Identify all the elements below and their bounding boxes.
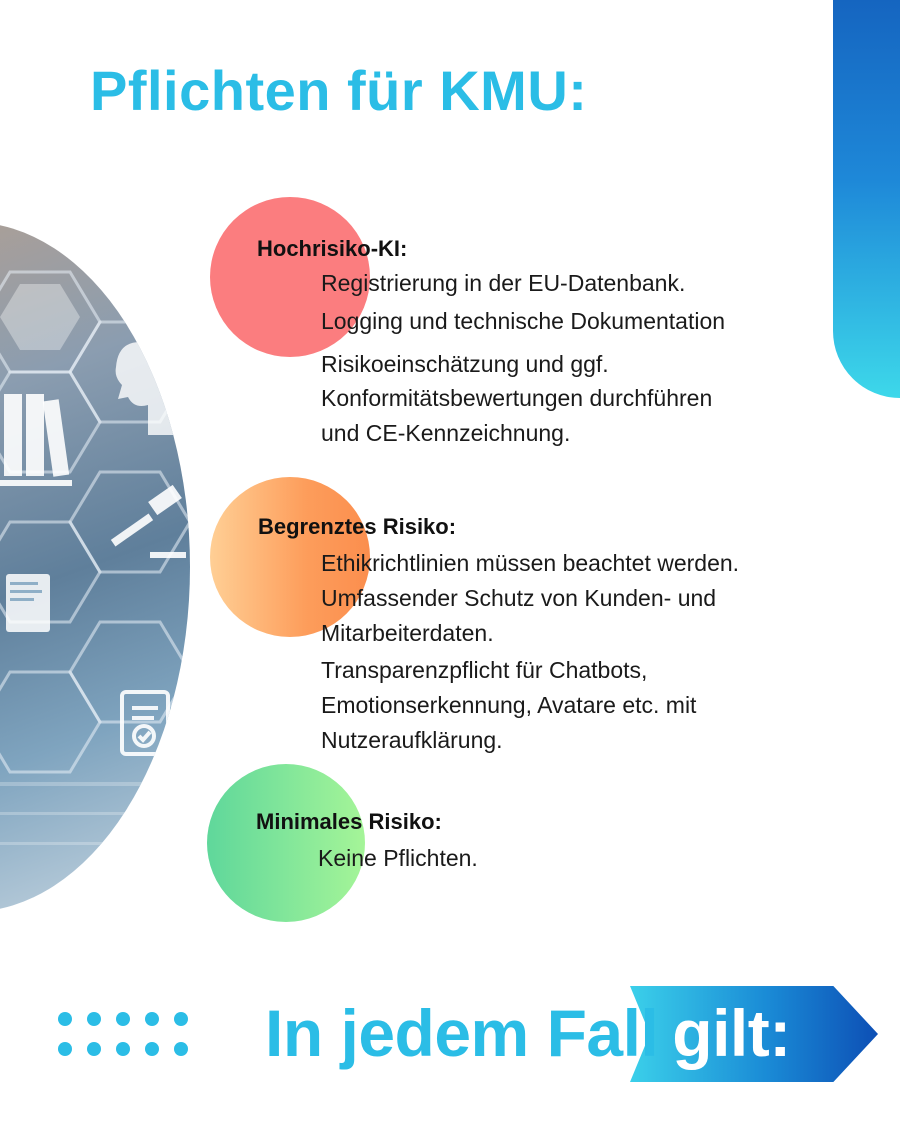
high-risk-line: Registrierung in der EU-Datenbank. xyxy=(321,270,686,296)
limited-risk-line: Ethikrichtlinien müssen beachtet werden. xyxy=(321,550,740,576)
limited-risk-line: Nutzeraufklärung. xyxy=(321,727,503,753)
minimal-risk-heading: Minimales Risiko: xyxy=(256,809,442,834)
high-risk-line: und CE-Kennzeichnung. xyxy=(321,420,571,446)
document-icon xyxy=(6,574,50,632)
limited-risk-heading: Begrenztes Risiko: xyxy=(258,514,457,539)
limited-risk-line: Mitarbeiterdaten. xyxy=(321,620,494,646)
hexagon-icon xyxy=(0,284,80,350)
legal-tech-image xyxy=(0,222,190,912)
corner-decoration xyxy=(833,0,900,398)
minimal-risk-line: Keine Pflichten. xyxy=(318,845,478,871)
limited-risk-line: Transparenzpflicht für Chatbots, xyxy=(321,657,648,683)
footer-main-text: In jedem Fall xyxy=(265,996,659,1070)
high-risk-line: Logging und technische Dokumentation xyxy=(321,308,726,334)
limited-risk-line: Umfassender Schutz von Kunden- und xyxy=(321,585,717,611)
hexagon-icon xyxy=(70,622,190,722)
dot-pattern xyxy=(58,1012,190,1058)
footer-heading xyxy=(265,995,791,1071)
footer-highlight-text: gilt: xyxy=(672,996,791,1070)
hexagon-icon xyxy=(0,672,100,772)
high-risk-line: Risikoeinschätzung und ggf. xyxy=(321,351,609,377)
high-risk-line: Konformitätsbewertungen durchführen xyxy=(321,385,713,411)
books-icon xyxy=(0,394,72,486)
page-title: Pflichten für KMU: xyxy=(90,59,588,122)
high-risk-heading: Hochrisiko-KI: xyxy=(257,236,408,261)
limited-risk-line: Emotionserkennung, Avatare etc. mit xyxy=(321,692,697,718)
